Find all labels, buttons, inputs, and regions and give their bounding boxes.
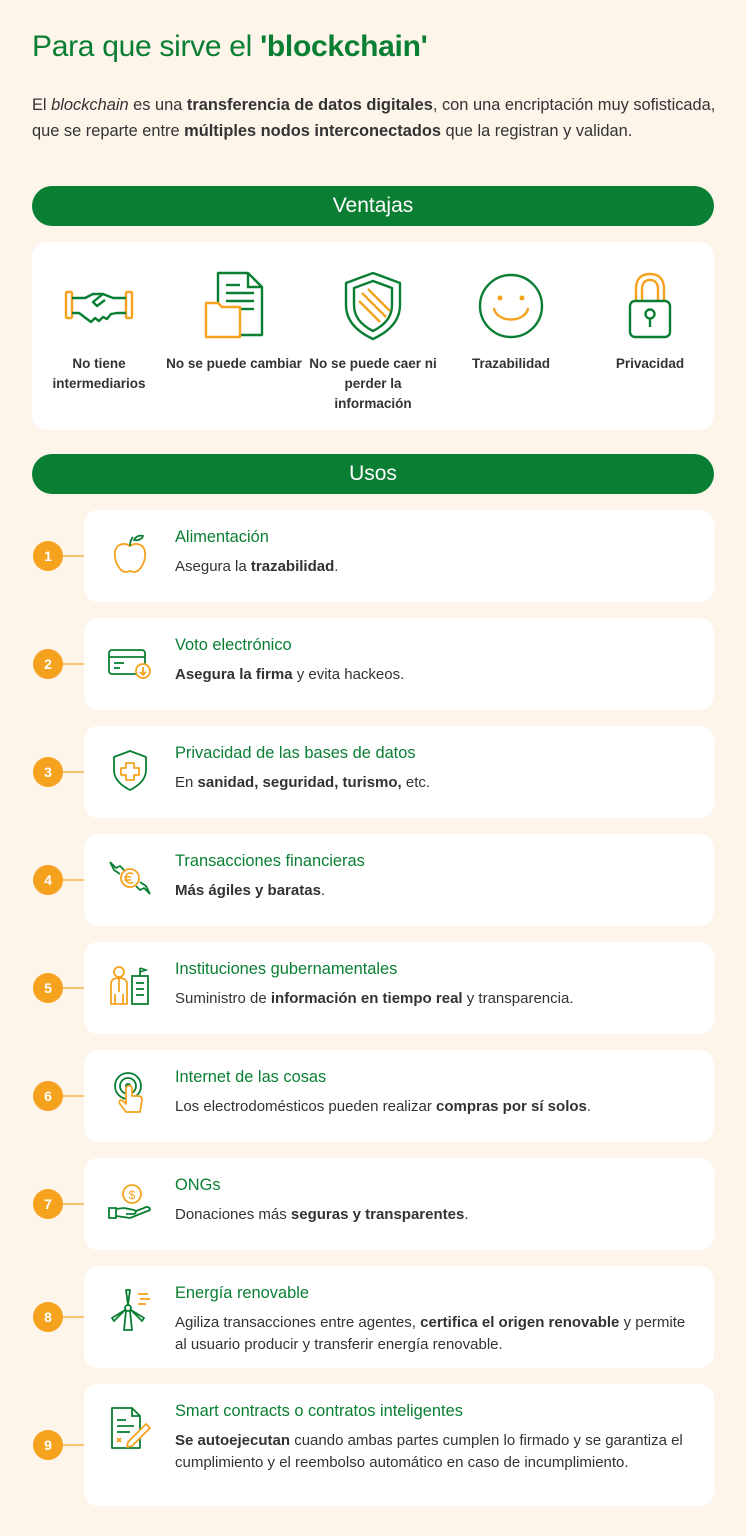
use-number: 7 <box>33 1189 63 1219</box>
intro-paragraph <box>32 92 722 144</box>
text-run: múltiples nodos interconectados <box>184 122 441 140</box>
number-connector <box>62 987 84 989</box>
use-description <box>175 988 695 1010</box>
use-card <box>84 510 714 602</box>
apple-icon <box>106 530 154 578</box>
title-text: Para que sirve el <box>32 30 261 63</box>
use-number: 6 <box>33 1081 63 1111</box>
text-run: información en tiempo real <box>270 990 463 1007</box>
text-run: y permite al usuario producir y transferir energía renovable. <box>175 1314 686 1353</box>
use-title: Privacidad de las bases de datos <box>175 744 416 762</box>
shield-icon <box>305 270 441 342</box>
text-run: certifica el origen renovable <box>420 1314 620 1331</box>
use-number: 4 <box>33 865 63 895</box>
text-run: , con una encriptación muy sofisticada, que se reparte entre <box>32 96 716 140</box>
text-run: En <box>175 774 198 791</box>
text-run: blockchain <box>51 96 129 114</box>
use-card <box>84 834 714 926</box>
use-card <box>84 942 714 1034</box>
use-description <box>175 772 695 794</box>
text-run: Suministro de <box>175 990 271 1007</box>
number-connector <box>62 771 84 773</box>
ventaja-label: Trazabilidad <box>471 356 551 371</box>
document-folder-icon <box>166 270 302 342</box>
text-run: cuando ambas partes cumplen lo firmado y se garantiza el cumplimiento y el reembolso automático en caso de incumplimiento. <box>175 1432 683 1471</box>
use-title: Transacciones financieras <box>175 852 365 870</box>
number-connector <box>62 879 84 881</box>
svg-text:$: $ <box>128 1188 136 1202</box>
text-run: Se autoejecutan <box>175 1432 291 1449</box>
use-description <box>175 1204 695 1226</box>
padlock-icon <box>582 270 718 342</box>
use-number: 1 <box>33 541 63 571</box>
ventaja-label: No tiene intermediarios <box>52 356 146 391</box>
number-connector <box>62 1095 84 1097</box>
number-connector <box>62 1444 84 1446</box>
use-title: Instituciones gubernamentales <box>175 960 398 978</box>
text-run: es una <box>128 96 187 114</box>
ventaja-label: No se puede cambiar <box>166 356 302 371</box>
ventaja-label: No se puede caer ni perder la información <box>309 356 437 411</box>
use-card <box>84 1158 714 1250</box>
use-title: Voto electrónico <box>175 636 292 654</box>
text-run: sanidad, seguridad, turismo, <box>197 774 402 791</box>
medical-shield-icon <box>106 746 154 794</box>
text-run: que la registran y validan. <box>441 122 633 140</box>
text-run: trazabilidad <box>250 558 335 575</box>
text-run: transferencia de datos digitales <box>186 96 433 114</box>
use-card <box>84 1266 714 1368</box>
ventaja-label: Privacidad <box>615 356 685 371</box>
text-run: . <box>320 882 326 899</box>
title-bold: 'blockchain' <box>260 30 428 63</box>
ventajas-card <box>32 242 714 430</box>
use-description <box>175 1430 695 1474</box>
handshake-icon <box>31 270 167 342</box>
text-run: . <box>464 1206 469 1223</box>
number-connector <box>62 663 84 665</box>
hand-coin-icon <box>106 1178 154 1226</box>
use-number: 9 <box>33 1430 63 1460</box>
use-number: 2 <box>33 649 63 679</box>
text-run: Agiliza transacciones entre agentes, <box>175 1314 421 1331</box>
use-title: Energía renovable <box>175 1284 309 1302</box>
use-description <box>175 1096 695 1118</box>
text-run: Asegura la <box>175 558 251 575</box>
card-download-icon <box>106 638 154 686</box>
usos-header: Usos <box>32 454 714 494</box>
touch-signal-icon <box>106 1070 154 1118</box>
text-run: seguras y transparentes <box>290 1206 465 1223</box>
use-number: 5 <box>33 973 63 1003</box>
text-run: etc. <box>401 774 431 791</box>
text-run: y transparencia. <box>462 990 574 1007</box>
text-run: . <box>586 1098 592 1115</box>
use-description <box>175 664 695 686</box>
use-description <box>175 556 695 578</box>
text-run: . <box>334 558 339 575</box>
text-run: Los electrodomésticos pueden realizar <box>175 1098 436 1115</box>
ventajas-header: Ventajas <box>32 186 714 226</box>
text-run: y evita hackeos. <box>292 666 405 683</box>
use-description <box>175 880 695 902</box>
number-connector <box>62 1203 84 1205</box>
use-title: Alimentación <box>175 528 269 546</box>
text-run: El <box>32 96 52 114</box>
page-title <box>32 30 427 64</box>
text-run: compras por sí solos <box>435 1098 587 1115</box>
use-card <box>84 1384 714 1506</box>
smiley-icon <box>443 270 579 342</box>
use-card <box>84 726 714 818</box>
text-run: Asegura la firma <box>175 666 293 683</box>
use-number: 8 <box>33 1302 63 1332</box>
use-title: Smart contracts o contratos inteligentes <box>175 1402 463 1420</box>
euro-exchange-icon <box>106 854 154 902</box>
text-run: Donaciones más <box>175 1206 291 1223</box>
government-building-icon <box>106 962 154 1010</box>
use-number: 3 <box>33 757 63 787</box>
use-card <box>84 618 714 710</box>
use-card <box>84 1050 714 1142</box>
use-title: Internet de las cosas <box>175 1068 327 1086</box>
contract-pen-icon <box>106 1404 154 1452</box>
text-run: Más ágiles y baratas <box>175 882 321 899</box>
wind-turbine-icon <box>106 1286 154 1334</box>
number-connector <box>62 555 84 557</box>
use-description <box>175 1312 695 1356</box>
number-connector <box>62 1316 84 1318</box>
use-title: ONGs <box>175 1176 221 1194</box>
